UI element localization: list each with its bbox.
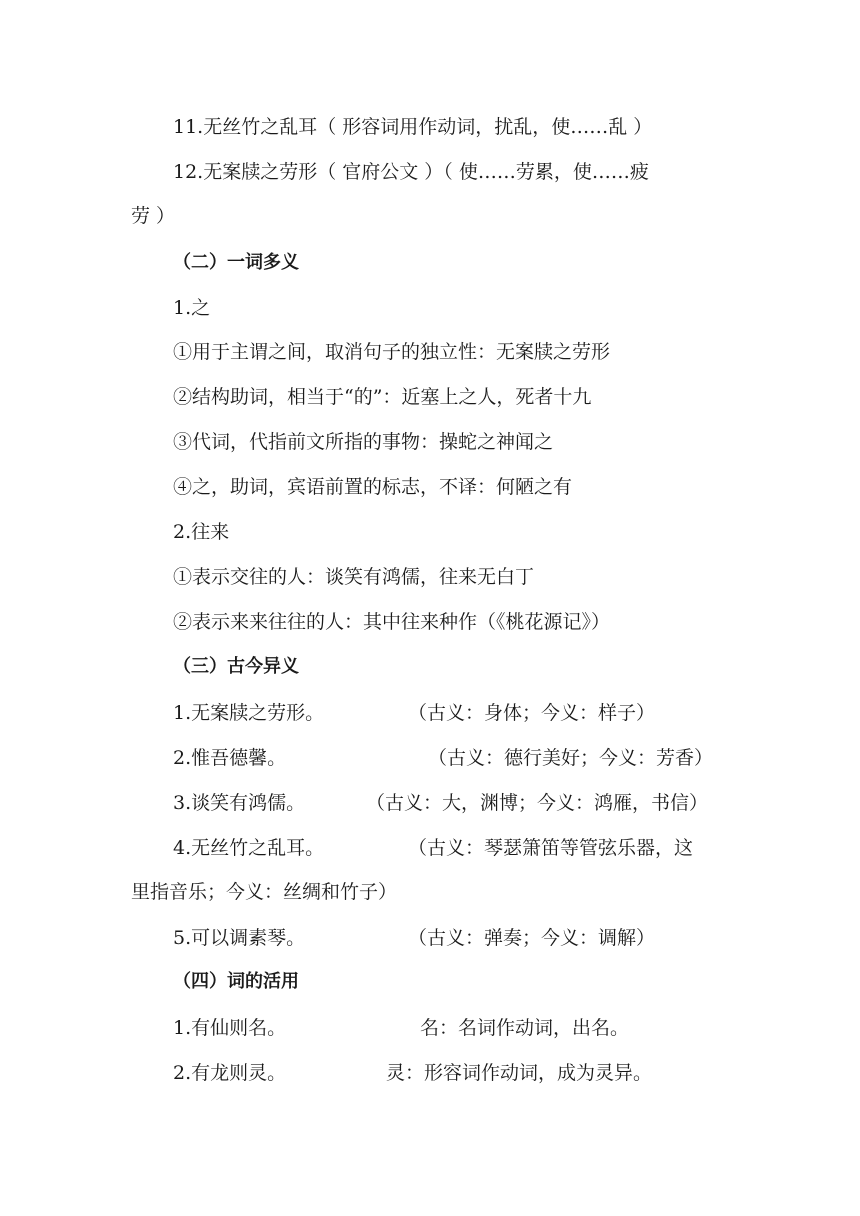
- ancient-modern-item-text: 3.谈笑有鸿儒。: [173, 792, 306, 814]
- ancient-modern-item-text: 2.惟吾德馨。: [173, 747, 287, 769]
- polysemy-sense: ②结构助词，相当于“的”：近塞上之人，死者十九: [173, 386, 592, 408]
- polysemy-sense: ④之，助词，宾语前置的标志，不译：何陋之有: [173, 476, 573, 498]
- word-usage-item-text: 1.有仙则名。: [173, 1017, 287, 1039]
- polysemy-sense: ①用于主谓之间，取消句子的独立性：无案牍之劳形: [173, 341, 611, 363]
- polysemy-sense: ③代词，代指前文所指的事物：操蛇之神闻之: [173, 431, 554, 453]
- ancient-modern-item-text: 4.无丝竹之乱耳。: [173, 837, 325, 859]
- section-heading-ancient-modern: （三）古今异义: [173, 656, 299, 677]
- section-heading-polysemy: （二）一词多义: [173, 252, 299, 273]
- item-12-continuation: 劳 ）: [131, 205, 176, 227]
- ancient-modern-item-gloss: （古义：大，渊博；今义：鸿雁，书信）: [366, 792, 709, 814]
- ancient-modern-item-text: 1.无案牍之劳形。: [173, 702, 325, 724]
- ancient-modern-item-gloss: （古义：弹奏；今义：调解）: [408, 927, 656, 949]
- polysemy-item-2-label: 2.往来: [173, 521, 230, 543]
- item-11-line: 11.无丝竹之乱耳（ 形容词用作动词，扰乱，使……乱 ）: [173, 116, 653, 138]
- polysemy-item-1-label: 1.之: [173, 297, 211, 319]
- polysemy-sense: ①表示交往的人：谈笑有鸿儒，往来无白丁: [173, 566, 535, 588]
- word-usage-item-text: 2.有龙则灵。: [173, 1062, 287, 1084]
- ancient-modern-item-text: 5.可以调素琴。: [173, 927, 306, 949]
- ancient-modern-item-gloss: （古义：身体；今义：样子）: [408, 702, 656, 724]
- polysemy-sense: ②表示来来往往的人：其中往来种作（《桃花源记》）: [173, 611, 611, 633]
- ancient-modern-item-continuation: 里指音乐；今义：丝绸和竹子）: [131, 881, 398, 903]
- section-heading-word-usage: （四）词的活用: [173, 971, 299, 992]
- item-12-line: 12.无案牍之劳形（ 官府公文 ）（ 使……劳累，使……疲: [173, 161, 649, 183]
- word-usage-item-gloss: 名：名词作动词，出名。: [420, 1017, 630, 1039]
- ancient-modern-item-gloss: （古义：德行美好；今义：芳香）: [428, 747, 714, 769]
- word-usage-item-gloss: 灵：形容词作动词，成为灵异。: [386, 1062, 653, 1084]
- ancient-modern-item-gloss: （古义：琴瑟箫笛等管弦乐器，这: [408, 837, 694, 859]
